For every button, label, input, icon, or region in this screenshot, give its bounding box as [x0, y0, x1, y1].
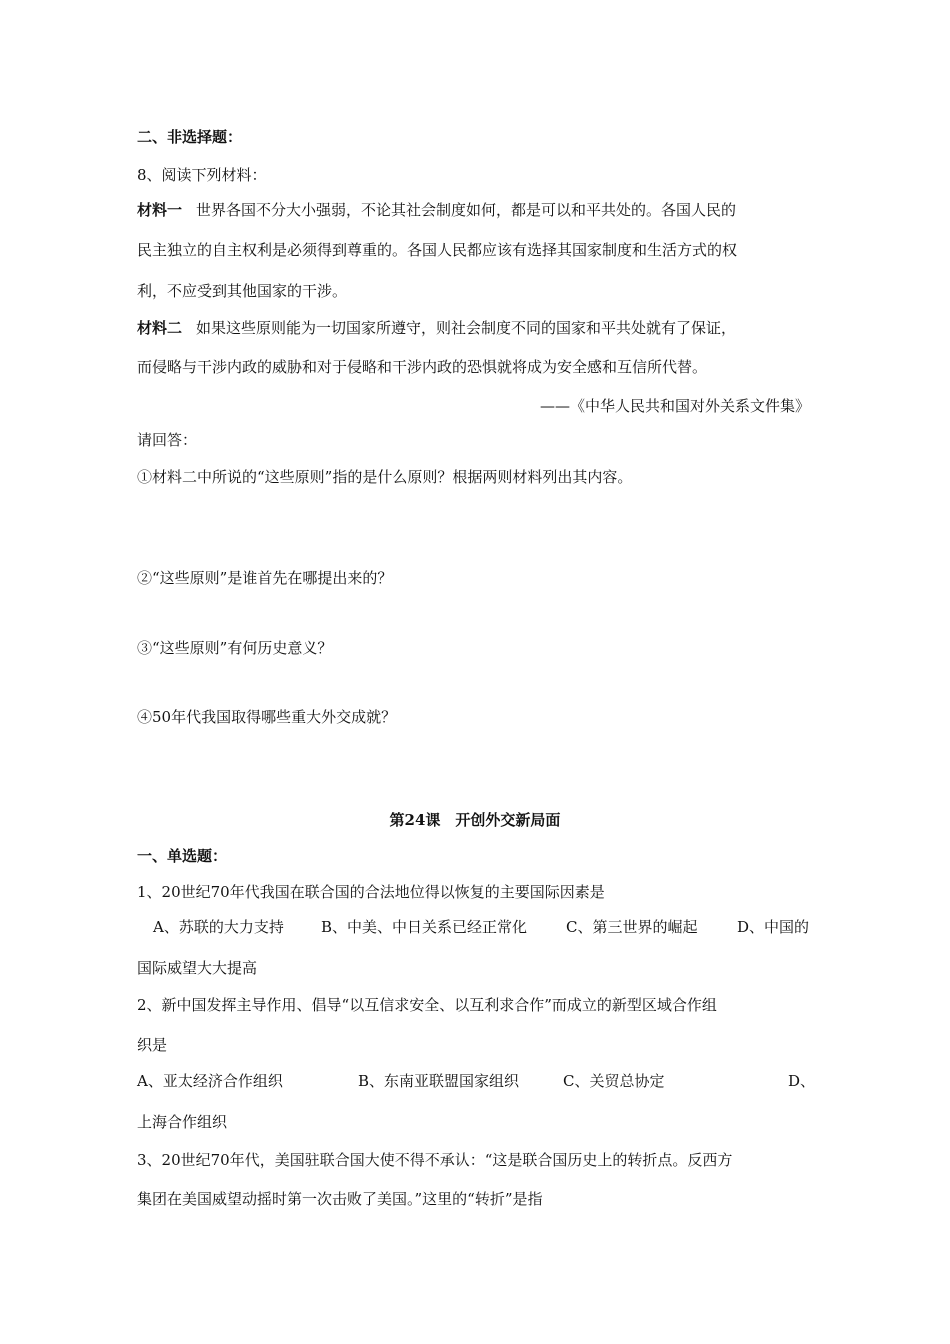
section2-heading: 二、非选择题：: [137, 128, 243, 146]
source-citation: ——《中华人民共和国对外关系文件集》: [539, 397, 810, 415]
q1-stem: 1、20世纪70年代我国在联合国的合法地位得以恢复的主要国际因素是: [137, 883, 605, 901]
material1-line2: 民主独立的自主权利是必须得到尊重的。各国人民都应该有选择其国家制度和生活方式的权: [137, 241, 738, 259]
answer-prompt: 请回答：: [137, 431, 198, 449]
material2-line2: 而侵略与干涉内政的威胁和对于侵略和干涉内政的恐惧就将成为安全感和互信所代替。: [137, 358, 708, 376]
material1-text: 世界各国不分大小强弱，不论其社会制度如何，都是可以和平共处的。各国人民的: [196, 201, 737, 219]
material2-text: 如果这些原则能为一切国家所遵守，则社会制度不同的国家和平共处就有了保证，: [196, 319, 737, 337]
q1-option-c: C、第三世界的崛起: [566, 918, 698, 936]
section1-heading: 一、单选题：: [137, 847, 228, 865]
q3-stem-line2: 集团在美国威望动摇时第一次击败了美国。”这里的“转折”是指: [137, 1190, 543, 1208]
q2-stem-line2: 织是: [137, 1036, 168, 1054]
subquestion-3: ③“这些原则”有何历史意义？: [137, 639, 333, 657]
q2-option-d-continued: 上海合作组织: [137, 1113, 228, 1131]
q2-option-a: A、亚太经济合作组织: [137, 1072, 283, 1090]
q2-options: [137, 1071, 817, 1091]
q2-option-c: C、关贸总协定: [563, 1072, 665, 1090]
material2-label: 材料二: [137, 319, 183, 337]
material1-line1: [137, 200, 736, 220]
lesson-title: 第24课 开创外交新局面: [389, 811, 561, 829]
q8-intro: 8、阅读下列材料：: [137, 166, 267, 184]
q1-option-d-continued: 国际威望大大提高: [137, 959, 258, 977]
q2-stem-line1: 2、新中国发挥主导作用、倡导“以互信求安全、以互利求合作”而成立的新型区域合作组: [137, 996, 717, 1014]
material1-label: 材料一: [137, 201, 183, 219]
subquestion-4: ④50年代我国取得哪些重大外交成就？: [137, 708, 397, 726]
material1-line3: 利，不应受到其他国家的干涉。: [137, 282, 348, 300]
q3-stem-line1: 3、20世纪70年代，美国驻联合国大使不得不承认：“这是联合国历史上的转折点。反西方: [137, 1151, 733, 1169]
subquestion-2: ②“这些原则”是谁首先在哪提出来的？: [137, 569, 393, 587]
q2-option-d: D、: [788, 1072, 816, 1090]
subquestion-1: ①材料二中所说的“这些原则”指的是什么原则？根据两则材料列出其内容。: [137, 468, 633, 486]
q1-options: [153, 917, 813, 937]
q1-option-b: B、中美、中日关系已经正常化: [321, 918, 528, 936]
q2-option-b: B、东南亚联盟国家组织: [358, 1072, 520, 1090]
q1-option-d: D、中国的: [737, 918, 810, 936]
q1-option-a: A、苏联的大力支持: [153, 918, 284, 936]
material2-line1: [137, 318, 736, 338]
